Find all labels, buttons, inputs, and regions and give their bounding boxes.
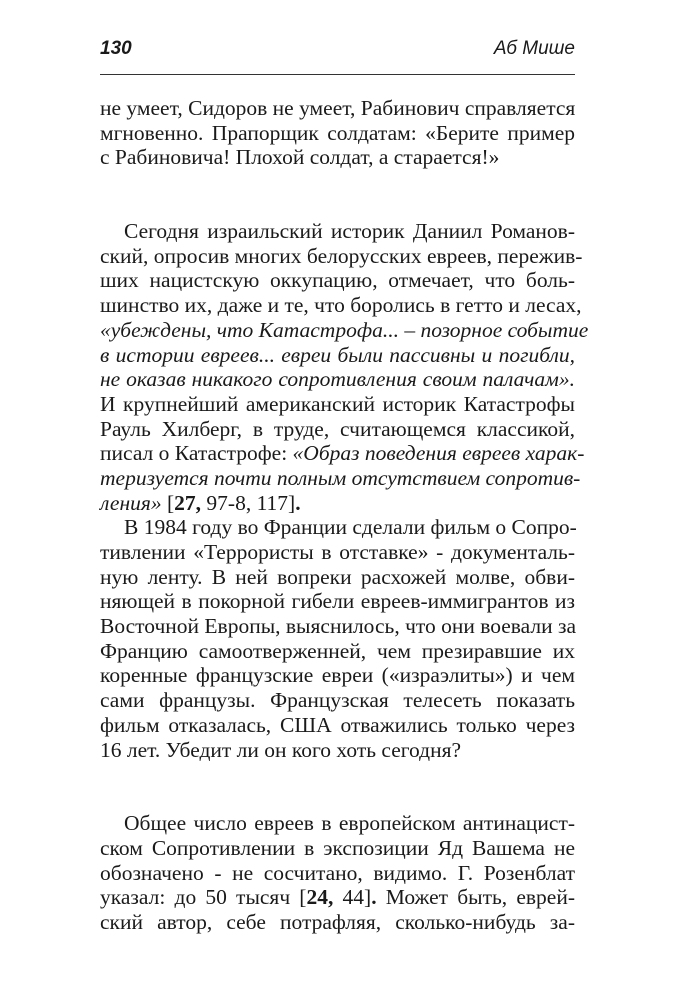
text-line: ную ленту. В ней вопреки расхожей молве, обви- bbox=[100, 564, 575, 589]
text-line: ский, опросив многих белорусских евреев, пережив- bbox=[100, 243, 583, 268]
running-head bbox=[100, 38, 575, 64]
text-line: В 1984 году во Франции сделали фильм о Сопро- bbox=[124, 515, 577, 540]
text-line: мгновенно. Прапорщик солдатам: «Берите пример bbox=[100, 120, 575, 145]
header-rule bbox=[100, 74, 575, 75]
text-line: не умеет, Сидоров не умеет, Рабинович справляется bbox=[100, 96, 576, 120]
text-line: 16 лет. Убедит ли он кого хоть сегодня? bbox=[100, 737, 462, 762]
reference-number: 24, bbox=[306, 885, 334, 910]
text-line: тивлении «Террористы в отставке» - документаль- bbox=[100, 540, 575, 564]
text-line: ском Сопротивлении в экспозиции Яд Вашема не bbox=[100, 835, 575, 860]
quote-line: в истории евреев... евреи были пассивны и погибли, bbox=[100, 342, 575, 367]
text-line: писал о Катастрофе: «Образ поведения евреев харак- bbox=[100, 441, 585, 466]
text-line: Францию самоотверженней, чем презиравшие их bbox=[100, 638, 575, 663]
text-line: Сегодня израильский историк Даниил Романов- bbox=[124, 219, 575, 244]
section-gap bbox=[100, 170, 575, 219]
text-line: Рауль Хилберг, в труде, считающемся классикой, bbox=[100, 416, 575, 441]
text-line: няющей в покорной гибели евреев-иммигрантов из bbox=[100, 589, 575, 614]
text-line: И крупнейший американский историк Катастрофы bbox=[100, 391, 575, 416]
citation-line: ления» [27, 97-8, 117]. bbox=[100, 490, 301, 515]
section-gap bbox=[100, 762, 575, 811]
body-text bbox=[100, 96, 589, 935]
text-line: шинство их, даже и те, что боролись в гетто и лесах, bbox=[100, 293, 582, 318]
text-line: с Рабиновича! Плохой солдат, а старается!» bbox=[100, 145, 500, 170]
quote-line: «убеждены, что Катастрофа... – позорное событие bbox=[100, 317, 589, 342]
text-line: фильм отказалась, США отважились только через bbox=[100, 712, 575, 737]
quote-line: теризуется почти полным отсутствием сопротив- bbox=[100, 465, 581, 490]
text-line: ших нацистскую оккупацию, отмечает, что боль- bbox=[100, 268, 575, 293]
text-line: сами французы. Французская телесеть показать bbox=[100, 688, 575, 713]
citation-line: указал: до 50 тысяч [24, 44]. Может быть, еврей- bbox=[100, 885, 575, 910]
text-line: Восточной Европы, выяснилось, что они воевали за bbox=[100, 614, 577, 639]
reference-number: 27, bbox=[174, 490, 202, 515]
text-line: ский автор, себе потрафляя, сколько-нибудь за- bbox=[100, 909, 575, 934]
text-line: коренные французские евреи («израэлиты») и чем bbox=[100, 663, 575, 688]
text-line: обозначено - не сосчитано, видимо. Г. Розенблат bbox=[100, 860, 575, 885]
text-line: Общее число евреев в европейском антинацист- bbox=[124, 811, 575, 836]
book-title: Аб Мише bbox=[493, 38, 575, 59]
quote-line: не оказав никакого сопротивления своим палачам». bbox=[100, 367, 575, 392]
page-number: 130 bbox=[100, 38, 132, 59]
